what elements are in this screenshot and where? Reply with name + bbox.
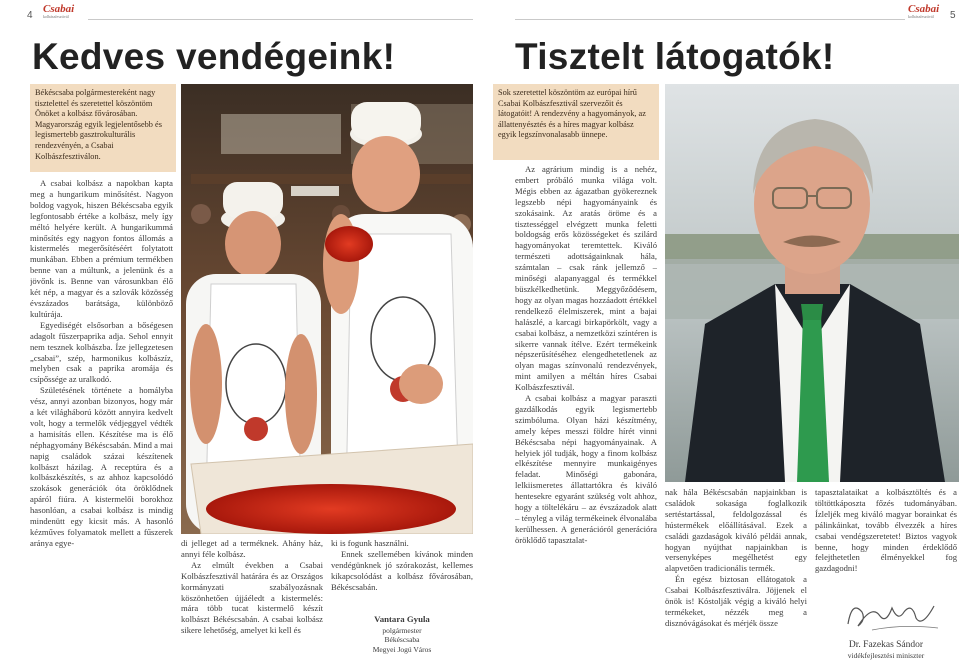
- article-column: [665, 487, 807, 668]
- paragraph: A csabai kolbász a magyar paraszti gazdálkodás egyik legismertebb szimbóluma. Olyan házi készítmény, amely képes messzi földre hírét vinni Békéscsaba népi hagyományainak. A helyiek jól tudják, hogy a finom kolbász elkészítése mennyire munkaigényes feladat. Minőségi gabonára, lelkiismeretes állattartókra és kiváló hentesekre egyaránt szükség volt ahhoz, hogy a töltelékáru – az évszázadok alatt – tényleg a világ termékeinek élvonalába kerülhessen. A generációról generációra öröklődő tapasztalat-: [515, 393, 657, 545]
- paragraph: di jelleget ad a terméknek. Ahány ház, annyi féle kolbász.: [181, 538, 323, 559]
- signature-name: Dr. Fazekas Sándor: [848, 640, 924, 650]
- signature-title: vidékfejlesztési miniszter: [847, 650, 925, 660]
- paragraph: Az elmúlt években a Csabai Kolbászfesztivál határára és az Országos kormányzati szabályozásnak köszönhetően újjáéledt a kistermelés: mára több tucat kistermelő készít kolbászt Békéscsabán. A csabai kolbász sikere lehetőség, amelyet ki kell és: [181, 559, 323, 636]
- page-title: Kedves vendégeink!: [32, 36, 396, 77]
- article-column: [181, 538, 323, 668]
- paragraph: nak hála Békéscsabán napjainkban is családok sokasága foglalkozik sertéstartással, feldolgozással és hústermékek előállításával. Ezek a családi gazdaságok kiváló példái annak, hogyan nyújthat napjainkban is versenyképes megélhetést egy alapvetően tradicionális termék.: [665, 487, 807, 574]
- intro-box: Sok szeretettel köszöntöm az európai hírű Csabai Kolbászfesztivál szervezőit és látogatóit! A rendezvény a hagyományok, az állattenyésztés és a híres magyar kolbász egyik legszínvonalasabb ünnepe.: [493, 84, 659, 160]
- paragraph: Az agrárium mindig is a nehéz, embert próbáló munka világa volt. Mégis ebben az ágazatban gyökereznek legszebb népi hagyományaink és szokásaink. Az aratás öröme és a tisztességgel elvégzett munka feletti boldogság erős közösségeket és szilárd hagyományokat teremtettek. Kiváló természeti adottságainknak hála, számtalan – csak ránk jellemző – minőségi alapanyaggal és termékkel büszkélkedhetünk. Meggyőződésem, hogy az olyan magas hozzáadott értékkel rendelkező élelmiszerek, mint a bajai halászlé, a karcagi birkapörkölt, vagy a csabai kolbász, a nemzetközi színtéren is sikerre vannak ítélve. Ezért termékeink népszerűsítéséhez elengedhetetlenek az olyan magas színvonalú rendezvények, mint amilyen a méltán híres Csabai Kolbászfesztivál.: [515, 164, 657, 393]
- signature-line: Békéscsaba: [384, 635, 420, 644]
- article-column: [815, 487, 957, 597]
- paragraph: Ennek szellemében kívánok minden vendégünknek jó szórakozást, kellemes kikapcsolódást a kolbász fővárosában, Békéscsabán.: [331, 548, 473, 592]
- right-page-number: 5: [950, 10, 956, 21]
- paragraph: Születésének története a homályba vész, annyi azonban bizonyos, hogy már a két világháború között annyira kedvelt volt, hogy a termelők védjeggyel védték a hamisítás ellen. Készítése ma is élő néphagyomány Békéscsabán. Mind a mai napig családok százai készítenek kolbászt házilag. A receptúra és a kolbászkészítés, s az ahhoz kapcsolódó szokások generációk óta öröklődnek apáról fiúra. A kistermelői borokhoz hasonlóan, a csabai kolbász is mindig mindenütt egy kicsit más. A hasonló kézműves folyamatok mellett a fűszerek aránya egye-: [30, 385, 173, 548]
- header-rule: [515, 19, 905, 20]
- signature-line: Megyei Jogú Város: [372, 644, 432, 654]
- handwritten-signature-icon: [842, 594, 942, 636]
- paragraph: Egyediségét elsősorban a bőségesen adagolt fűszerpaprika adja. Sehol ennyit nem tesznek kolbászba. Íze jellegzetesen „csabai”, szép, harmonikus kolbászíz, melyben csak a paprika aromája és csípőssége az uralkodó.: [30, 319, 173, 385]
- left-page-number: 4: [27, 10, 33, 21]
- csabai-logo-icon: Csabai kolbászfesztivál: [43, 3, 75, 19]
- intro-box: Békéscsaba polgármestereként nagy tisztelettel és szeretettel köszöntöm Önöket a kolbász fővárosában. Magyarország egyik legjelentősebb és legismertebb gasztrokulturális rendezvényén, a Csabai Kolbászfesztiválon.: [30, 84, 176, 172]
- article-column: [515, 164, 657, 668]
- signature-name: Vantara Gyula: [374, 614, 430, 624]
- paragraph: Én egész biztosan ellátogatok a Csabai Kolbászfesztiválra. Jöjjenek el önök is! Kóstolják végig a kiváló helyi termékeket, nézzék meg a disznóvágásokat és mérjék össze: [665, 574, 807, 628]
- signature-title: polgármester: [382, 625, 422, 635]
- paragraph: tapasztalataikat a kolbásztöltés és a töltöttkáposzta főzés tudományában. Ízleljék meg kiváló magyar borainkat és pálinkáinkat, tovább élvezzék a híres csabai vendégszeretetet! Biztos vagyok benne, hogy minden érdeklődő felejthetetlen élményekkel fog gazdagodni!: [815, 487, 957, 574]
- header-rule: [88, 19, 473, 20]
- article-column: [331, 538, 473, 608]
- portrait-photo: [665, 84, 959, 482]
- signature-block: [815, 640, 957, 660]
- paragraph: A csabai kolbász a napokban kapta meg a hungarikum minősítést. Nagyon boldog vagyok, hiszen Békéscsaba egyik legfontosabb értéke a kolbász, mely így méltó helyére került. A hungarikummá minősítés egy nagyon fontos állomás a kistermelés megerősítéséért folytatott munkában. Ebben a prémium termékben benne van a múltunk, a jelenünk és a jövőnk is. Benne van városunkban élő két nép, a magyar és a szlovák közösség évszázados barátsága, különböző kultúrája.: [30, 178, 173, 319]
- festival-photo: [181, 84, 473, 534]
- article-column: [30, 178, 173, 668]
- page-title: Tisztelt látogatók!: [515, 36, 835, 77]
- paragraph: ki is fogunk használni.: [331, 538, 409, 548]
- signature-block: [331, 614, 473, 654]
- csabai-logo-icon: Csabai kolbászfesztivál: [908, 3, 940, 19]
